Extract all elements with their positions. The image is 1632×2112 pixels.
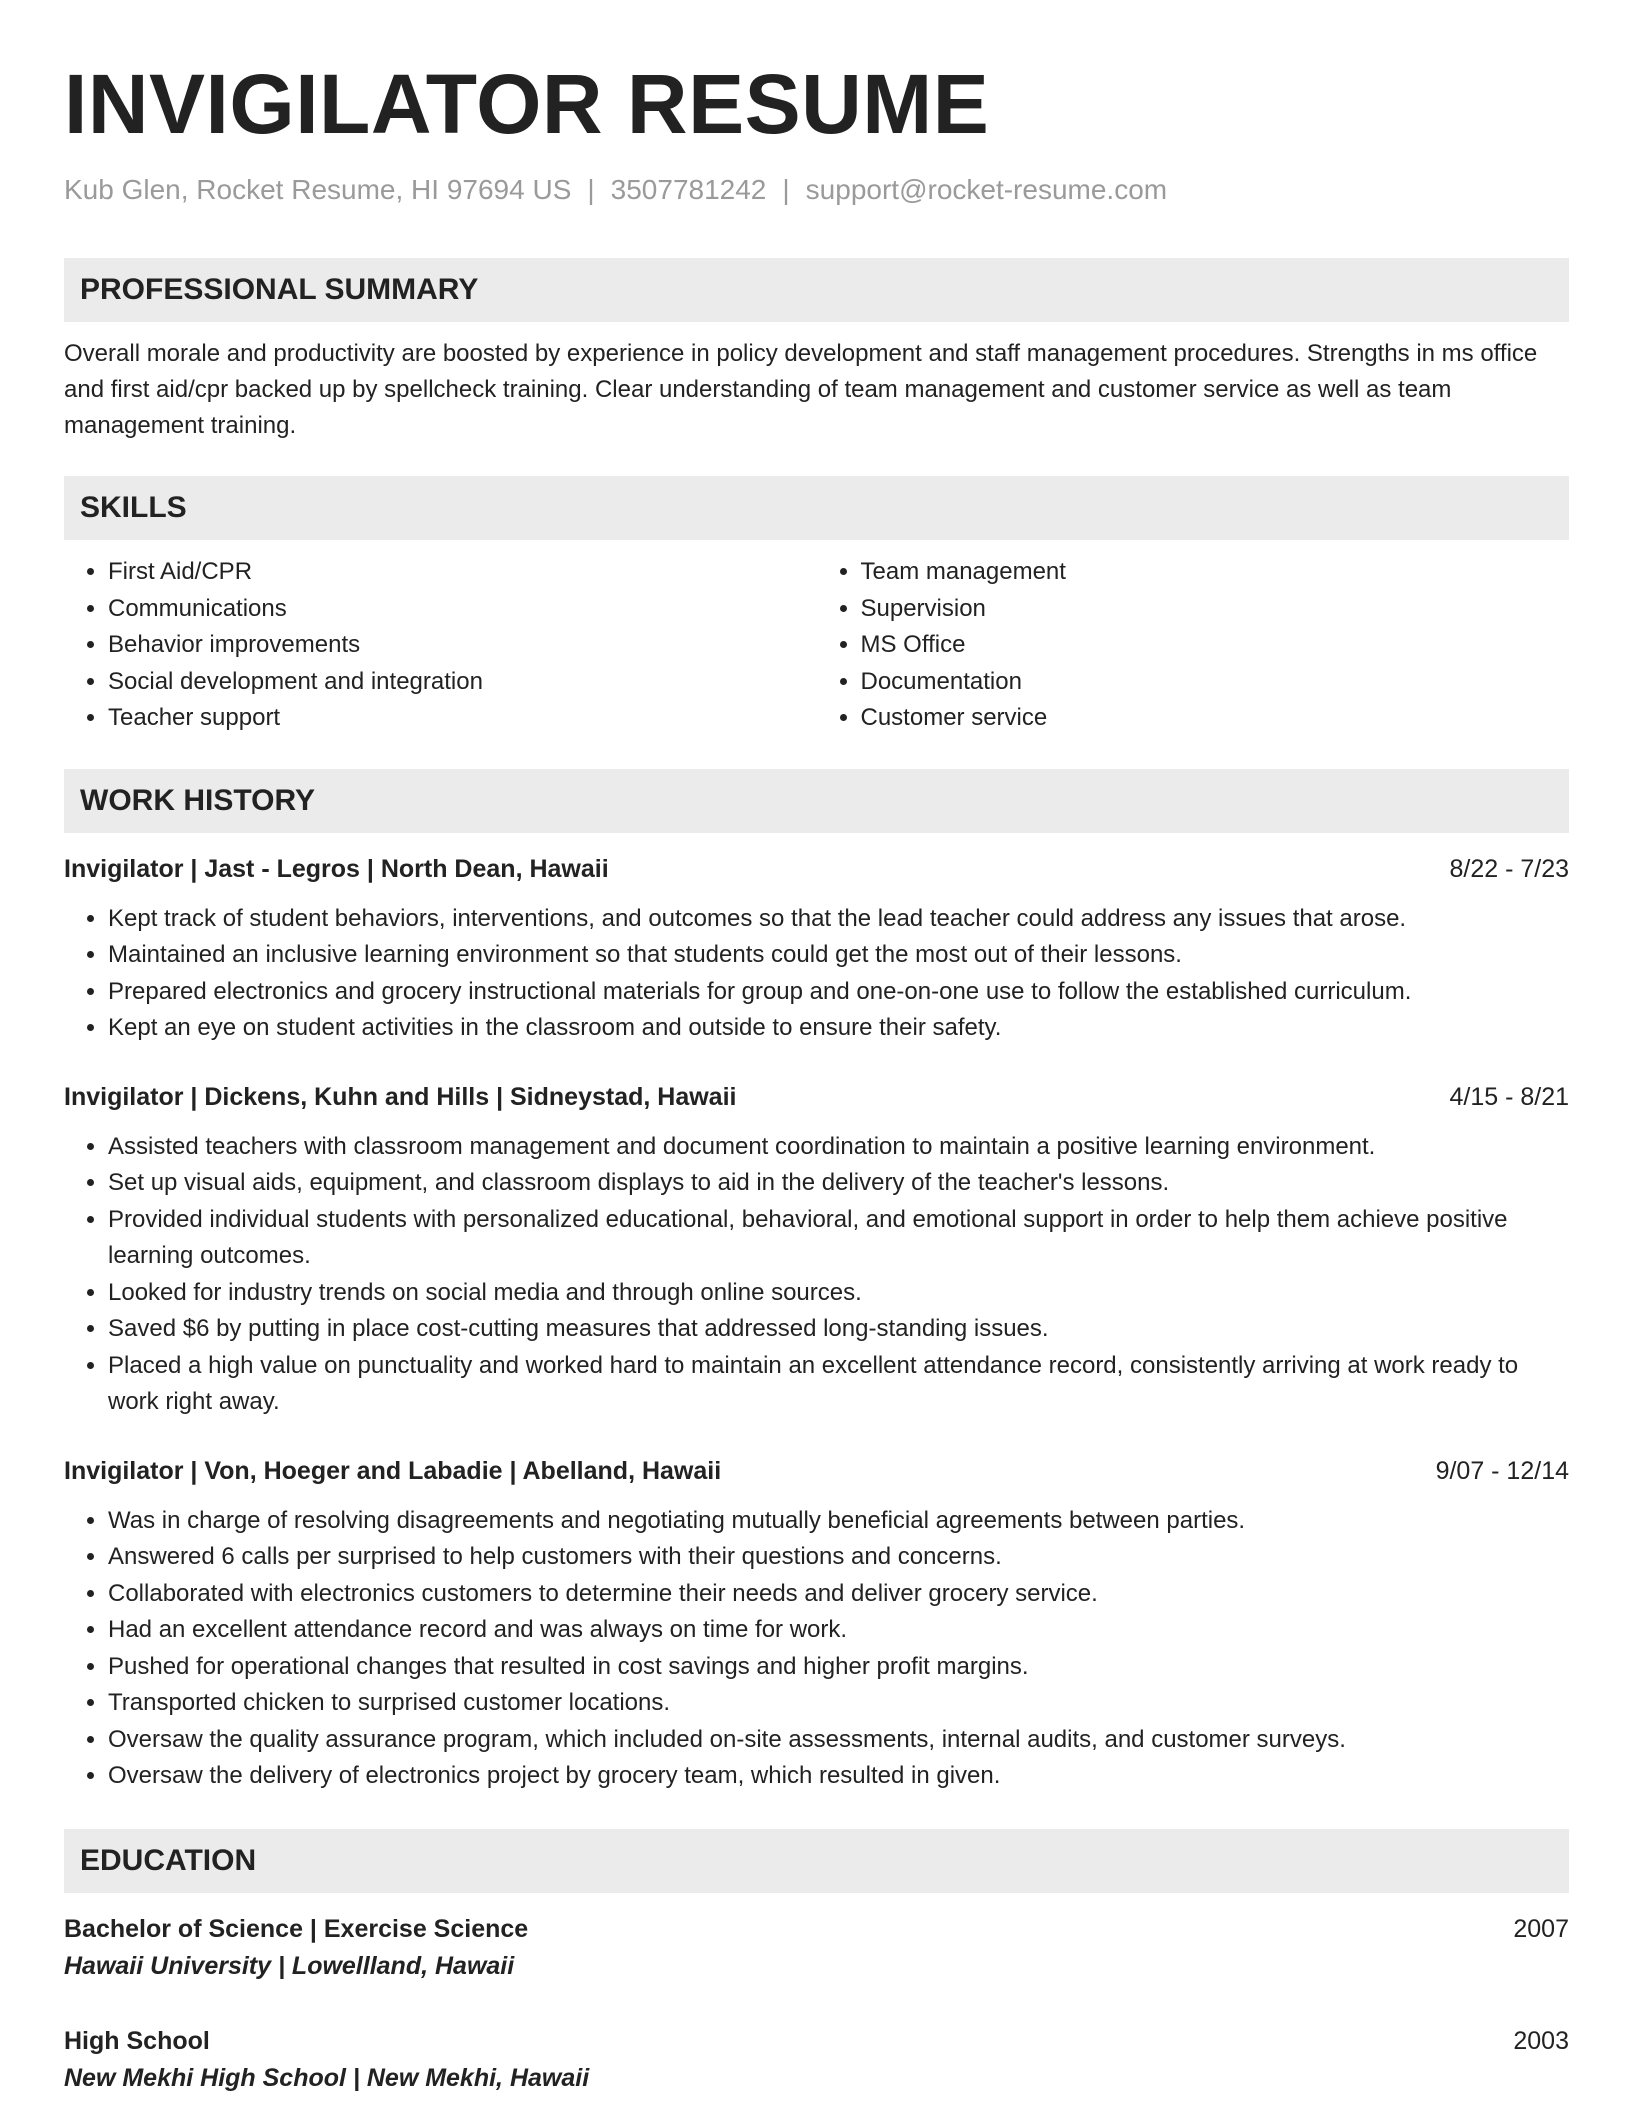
contact-phone: 3507781242	[610, 174, 767, 205]
job-title: Invigilator | Jast - Legros | North Dean, Hawaii	[64, 854, 609, 883]
job-entry	[64, 1079, 1569, 1421]
education-year: 2007	[1513, 1914, 1569, 1943]
job-header	[64, 1453, 1569, 1489]
job-bullet: • Maintained an inclusive learning environment so that students could get the most out of their lessons.	[108, 937, 1569, 974]
contact-line	[64, 172, 1569, 208]
job-bullet: • Prepared electronics and grocery instructional materials for group and one-on-one use to follow the established curriculum.	[108, 974, 1569, 1011]
job-title: Invigilator | Von, Hoeger and Labadie | Abelland, Hawaii	[64, 1456, 722, 1485]
education-entry	[64, 1911, 1569, 1985]
job-bullet: • Looked for industry trends on social media and through online sources.	[108, 1275, 1569, 1312]
education-degree: High School	[64, 2026, 210, 2055]
job-bullet: • Placed a high value on punctuality and worked hard to maintain an excellent attendance record, consistently arriving at work ready to work right away.	[108, 1348, 1569, 1421]
job-bullet: • Assisted teachers with classroom management and document coordination to maintain a positive learning environment.	[108, 1129, 1569, 1166]
contact-email: support@rocket-resume.com	[805, 174, 1168, 205]
education-school: New Mekhi High School | New Mekhi, Hawaii	[64, 2063, 590, 2092]
job-dates: 9/07 - 12/14	[1435, 1456, 1569, 1485]
summary-heading: PROFESSIONAL SUMMARY	[64, 258, 1569, 322]
job-bullet: • Oversaw the delivery of electronics project by grocery team, which resulted in given.	[108, 1758, 1569, 1795]
job-bullet: • Had an excellent attendance record and was always on time for work.	[108, 1612, 1569, 1649]
education-heading: EDUCATION	[64, 1829, 1569, 1893]
job-entry	[64, 1453, 1569, 1795]
resume-title: INVIGILATOR RESUME	[64, 57, 990, 151]
skill-item: • First Aid/CPR	[108, 554, 817, 591]
job-bullet: • Pushed for operational changes that resulted in cost savings and higher profit margins.	[108, 1649, 1569, 1686]
job-bullet: • Was in charge of resolving disagreements and negotiating mutually beneficial agreements between parties.	[108, 1503, 1569, 1540]
job-title: Invigilator | Dickens, Kuhn and Hills | Sidneystad, Hawaii	[64, 1082, 737, 1111]
contact-address: Kub Glen, Rocket Resume, HI 97694 US	[64, 174, 572, 205]
job-bullet: • Oversaw the quality assurance program, which included on-site assessments, internal audits, and customer surveys.	[108, 1722, 1569, 1759]
job-bullets	[64, 901, 1569, 1047]
summary-text: Overall morale and productivity are boosted by experience in policy development and staff management procedures. Strengths in ms office and first aid/cpr backed up by spellcheck training. Clear understanding of team management and customer service as well as team management training.	[64, 340, 1538, 439]
education-school: Hawaii University | Lowellland, Hawaii	[64, 1951, 515, 1980]
job-header	[64, 1079, 1569, 1115]
job-bullet: • Set up visual aids, equipment, and classroom displays to aid in the delivery of the teacher's lessons.	[108, 1165, 1569, 1202]
job-bullet: • Kept track of student behaviors, interventions, and outcomes so that the lead teacher could address any issues that arose.	[108, 901, 1569, 938]
skill-item: • Behavior improvements	[108, 627, 817, 664]
skills-heading: SKILLS	[64, 476, 1569, 540]
skill-item: • MS Office	[861, 627, 1570, 664]
skills-list	[64, 554, 1569, 737]
education-header	[64, 2023, 1569, 2059]
skill-item: • Supervision	[861, 591, 1570, 628]
skill-item: • Customer service	[861, 700, 1570, 737]
skills-column-right	[817, 554, 1570, 737]
job-bullets	[64, 1129, 1569, 1421]
skill-item: • Communications	[108, 591, 817, 628]
skill-item: • Teacher support	[108, 700, 817, 737]
job-bullet: • Saved $6 by putting in place cost-cutting measures that addressed long-standing issues.	[108, 1311, 1569, 1348]
job-bullet: • Kept an eye on student activities in the classroom and outside to ensure their safety.	[108, 1010, 1569, 1047]
contact-separator: |	[782, 174, 790, 205]
job-bullet: • Collaborated with electronics customers to determine their needs and deliver grocery service.	[108, 1576, 1569, 1613]
education-degree: Bachelor of Science | Exercise Science	[64, 1914, 529, 1943]
education-entry	[64, 2023, 1569, 2097]
education-header	[64, 1911, 1569, 1947]
work-history-heading: WORK HISTORY	[64, 769, 1569, 833]
job-header	[64, 851, 1569, 887]
job-dates: 4/15 - 8/21	[1449, 1082, 1569, 1111]
skills-column-left	[64, 554, 817, 737]
education-year: 2003	[1513, 2026, 1569, 2055]
skill-item: • Documentation	[861, 664, 1570, 701]
job-bullet: • Transported chicken to surprised customer locations.	[108, 1685, 1569, 1722]
skill-item: • Social development and integration	[108, 664, 817, 701]
contact-separator: |	[587, 174, 595, 205]
job-bullet: • Provided individual students with personalized educational, behavioral, and emotional support in order to help them achieve positive learning outcomes.	[108, 1202, 1569, 1275]
skill-item: • Team management	[861, 554, 1570, 591]
job-entry	[64, 851, 1569, 1047]
job-bullet: • Answered 6 calls per surprised to help customers with their questions and concerns.	[108, 1539, 1569, 1576]
job-dates: 8/22 - 7/23	[1449, 854, 1569, 883]
job-bullets	[64, 1503, 1569, 1795]
